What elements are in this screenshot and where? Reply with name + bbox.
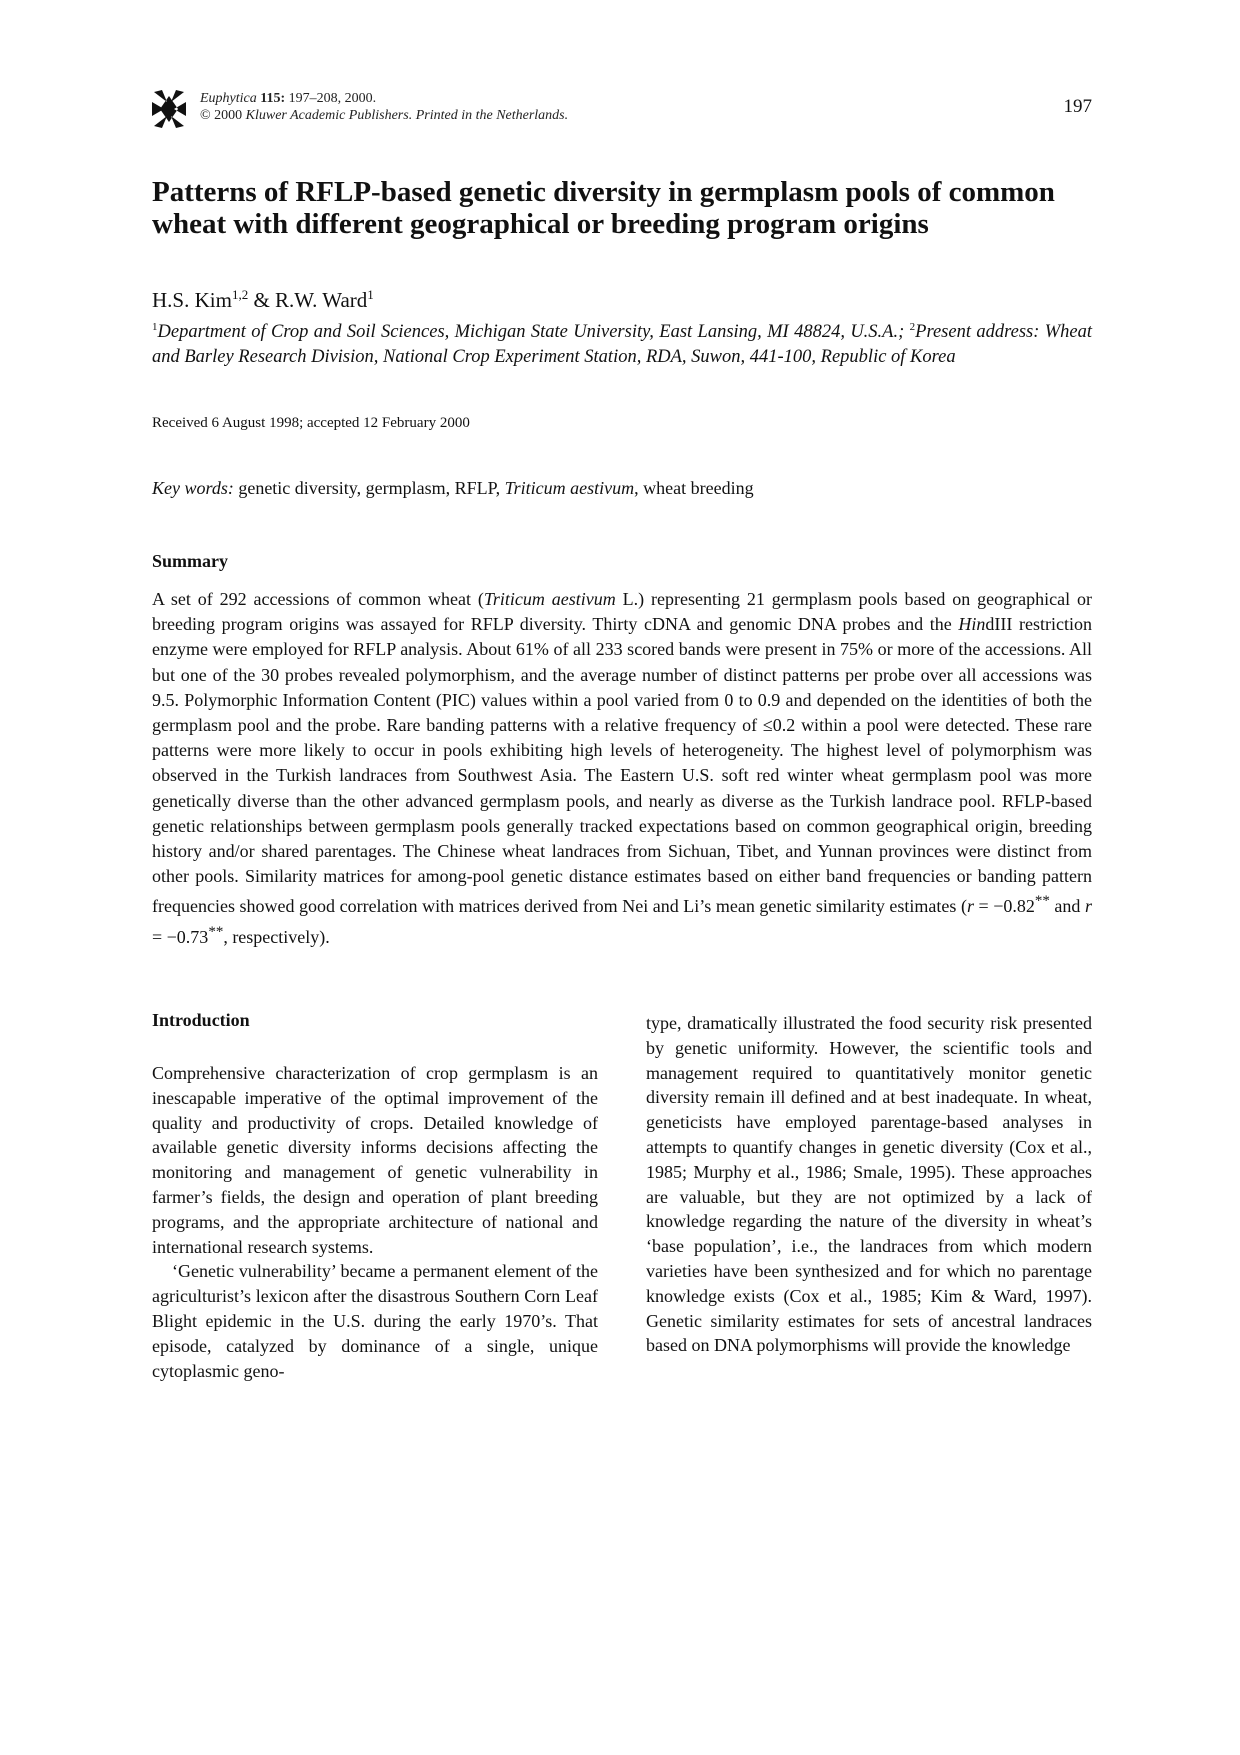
- printed-location: Printed in the Netherlands.: [415, 108, 569, 123]
- copyright-symbol: ©: [200, 108, 211, 123]
- affiliation-text: Department of Crop and Soil Sciences, Michigan State University, East Lansing, MI 48824, U.S.A.;: [157, 322, 905, 343]
- author-line: [152, 287, 374, 313]
- journal-volume: 115:: [260, 91, 286, 106]
- journal-citation: [200, 90, 568, 124]
- summary-significance: **: [208, 923, 224, 940]
- copyright-year: 2000: [214, 108, 243, 123]
- author-joiner: &: [253, 288, 270, 312]
- affiliation: [152, 315, 1092, 370]
- publisher: Kluwer Academic Publishers.: [245, 108, 413, 123]
- summary-variable: r: [1084, 896, 1092, 917]
- author-name: H.S. Kim: [152, 288, 232, 312]
- author-affiliation-marker: 1,2: [231, 287, 249, 302]
- summary-fragment: = −0.73: [152, 926, 209, 947]
- summary-text: [152, 587, 1092, 950]
- paper-title: Patterns of RFLP-based genetic diversity in germplasm pools of common wheat with different geographical or breeding program origins: [152, 176, 1055, 240]
- keywords-text: genetic diversity, germplasm, RFLP,: [238, 478, 501, 498]
- summary-fragment: = −0.82: [973, 896, 1035, 917]
- page-number: 197: [1063, 96, 1092, 117]
- kluwer-logo-icon: [152, 88, 186, 130]
- introduction-heading: Introduction: [152, 1010, 250, 1030]
- affiliation-marker: 1: [152, 321, 158, 333]
- journal-name: Euphytica: [200, 91, 257, 106]
- introduction-column-right: type, dramatically illustrated the food security risk presented by genetic uniformity. However, the scientific tools and management required to quantitatively monitor genetic diversity remain ill defined and at best inadequate. In wheat, geneticists have employed parentage-based analyses in attempts to quantify changes in genetic diversity (Cox et al., 1985; Murphy et al., 1986; Smale, 1995). These approaches are valuable, but they are not optimized by a lack of knowledge regarding the nature of the diversity in wheat’s ‘base population’, i.e., the landraces from which modern varieties have been synthesized and for which no parentage knowledge exists (Cox et al., 1985; Kim & Ward, 1997). Genetic similarity estimates for sets of ancestral landraces based on DNA polymorphisms will provide the knowledge: [646, 1013, 1092, 1356]
- summary-enzyme: Hin: [958, 614, 986, 635]
- journal-pages-year: 197–208, 2000.: [288, 91, 377, 106]
- summary-species: Triticum aestivum: [483, 589, 616, 609]
- author-name: R.W. Ward: [275, 288, 368, 312]
- summary-fragment: L.) representing 21 germplasm pools based on geographical or breeding program origins was assayed for RFLP diversity. Thirty cDNA and genomic DNA probes and the: [152, 589, 1092, 635]
- keywords-text: , wheat breeding: [634, 478, 754, 498]
- summary-fragment: and: [1049, 896, 1085, 917]
- received-dates: Received 6 August 1998; accepted 12 February 2000: [152, 415, 470, 431]
- introduction-paragraph: Comprehensive characterization of crop germplasm is an inescapable imperative of the optimal improvement of the quality and productivity of crops. Detailed knowledge of available genetic diversity informs decisions affecting the monitoring and management of genetic vulnerability in farmer’s fields, the design and operation of plant breeding programs, and the appropriate architecture of national and international research systems.: [152, 1063, 598, 1257]
- affiliation-marker: 2: [909, 321, 916, 333]
- author-affiliation-marker: 1: [367, 287, 374, 302]
- keywords-label: Key words:: [152, 478, 234, 498]
- summary-variable: r: [966, 896, 974, 917]
- summary-fragment: restriction enzyme were employed for RFLP analysis. About 61% of all 233 scored bands were present in 75% or more of the accessions. All but one of the 30 probes revealed polymorphism, and the average number of distinct patterns per probe over all accessions was 9.5. Polymorphic Information Content (PIC) values within a pool varied from 0 to 0.9 and depended on the identities of both the germplasm pool and the probe. Rare banding patterns with a relative frequency of ≤0.2 within a pool were detected. These rare patterns were more likely to occur in pools exhibiting high levels of heterogeneity. The highest level of polymorphism was observed in the Turkish landraces from Southwest Asia. The Eastern U.S. soft red winter wheat germplasm pool was more genetically diverse than the other advanced germplasm pools, and nearly as diverse as the Turkish landrace pool. RFLP-based genetic relationships between germplasm pools generally tracked expectations based on common geographical origin, breeding history and/or shared parentages. The Chinese wheat landraces from Sichuan, Tibet, and Yunnan provinces were distinct from other pools. Similarity matrices for among-pool genetic distance estimates based on either band frequencies or banding pattern frequencies showed good correlation with matrices derived from Nei and Li’s mean genetic similarity estimates (: [152, 614, 1092, 917]
- summary-fragment: A set of 292 accessions of common wheat (: [152, 589, 484, 609]
- summary-significance: **: [1034, 893, 1050, 910]
- keywords-species: Triticum aestivum: [504, 478, 635, 498]
- introduction-paragraph-split: ‘Genetic vulnerability’ became a permanent element of the agriculturist’s lexicon after the disastrous Southern Corn Leaf Blight epidemic in the U.S. during the early 1970’s. That episode, catalyzed by dominance of a single, unique cytoplasmic geno-: [152, 1261, 598, 1381]
- keywords: [152, 478, 754, 499]
- summary-heading: Summary: [152, 551, 228, 571]
- summary-fragment: , respectively).: [223, 926, 330, 947]
- introduction-column-left: [152, 1061, 598, 1383]
- summary-fragment: dIII: [985, 614, 1013, 635]
- affiliation-text: Present address: Wheat and Barley Research Division, National Crop Experiment Station, RDA, Suwon, 441-100, Republic of Korea: [152, 322, 1093, 368]
